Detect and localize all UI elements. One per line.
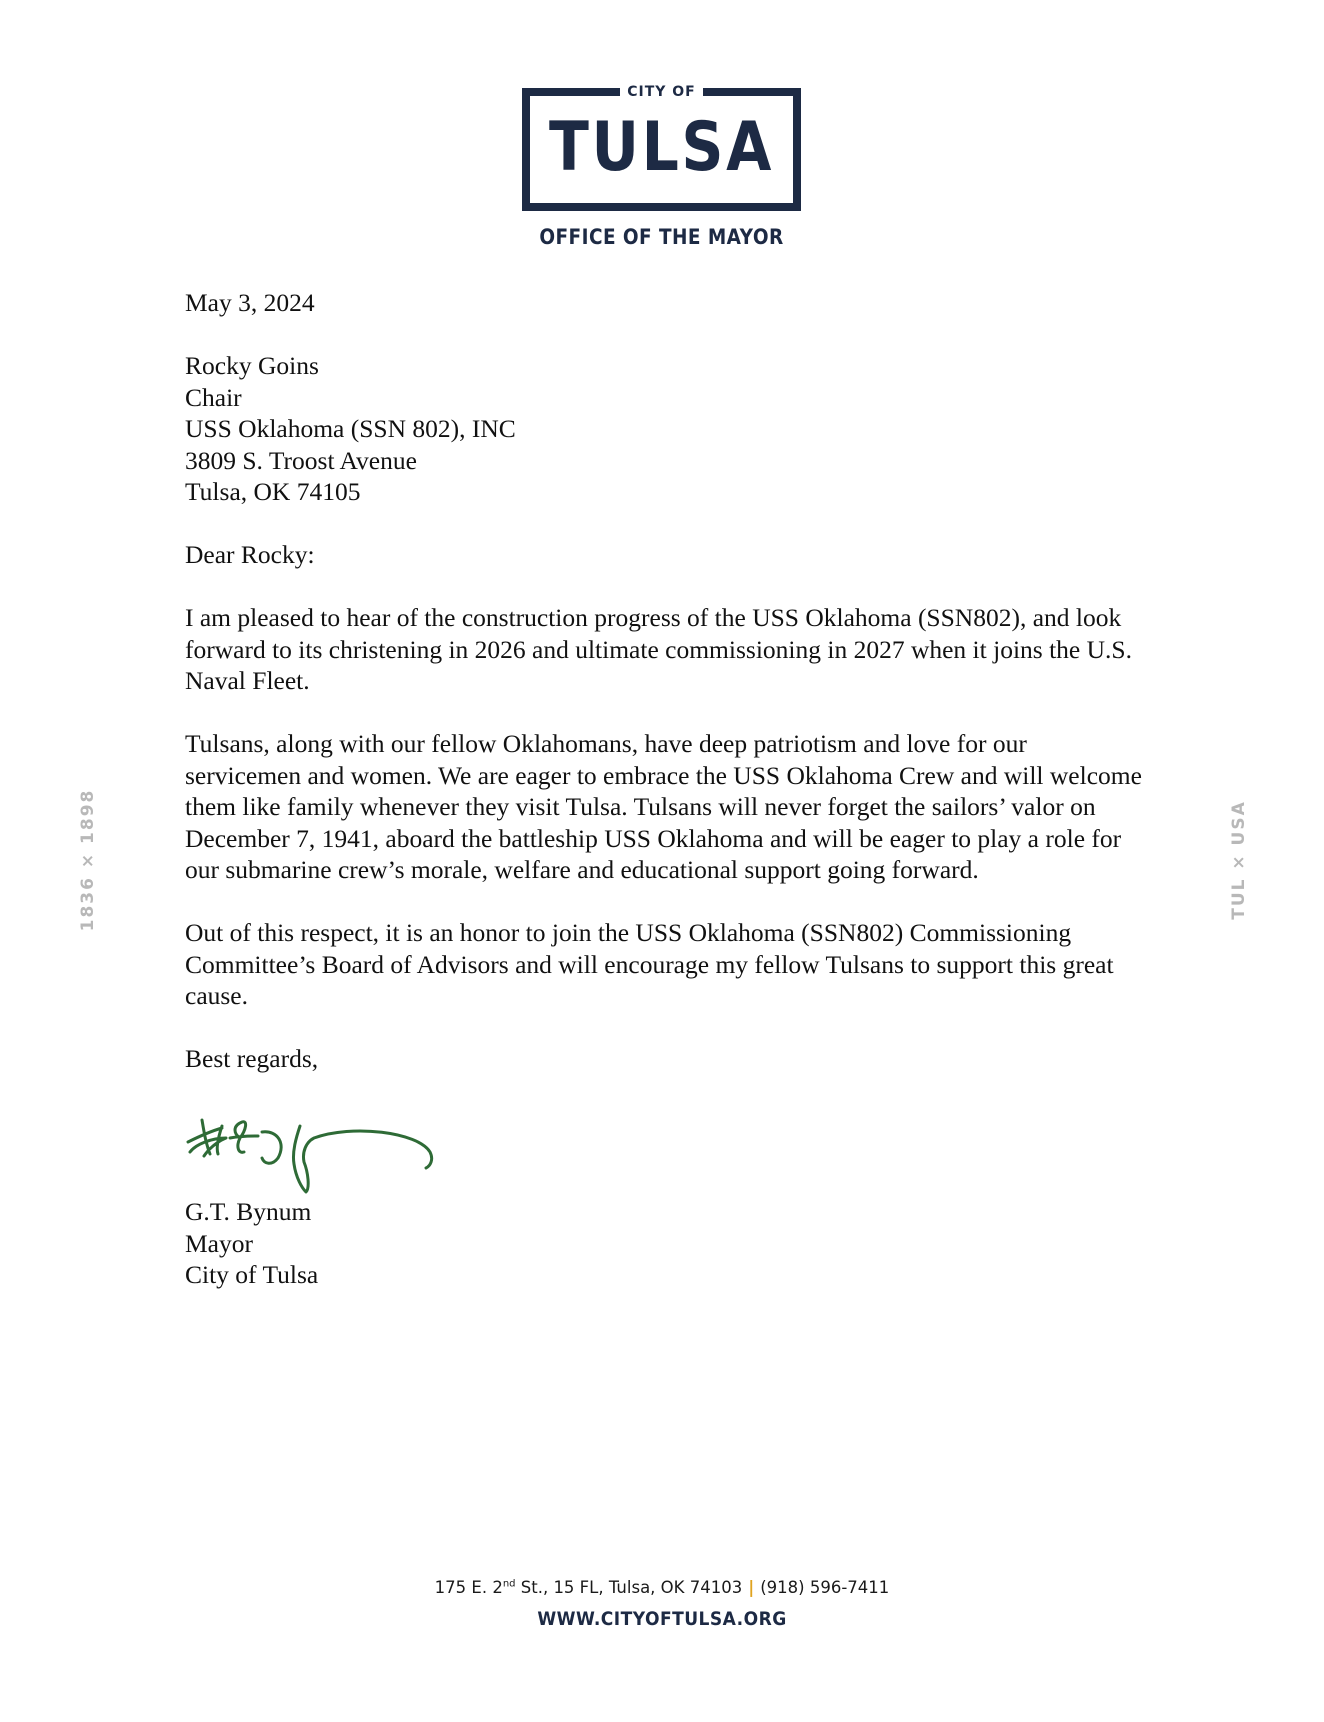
footer-separator: | xyxy=(748,1578,755,1597)
handwritten-signature xyxy=(182,1108,452,1208)
footer-address-superscript: nd xyxy=(502,1578,516,1590)
body-paragraph-2: Tulsans, along with our fellow Oklahomans, have deep patriotism and love for our servicemen and women. We are eager to embrace the USS Oklahoma Crew and will welcome them like family whenever they visit Tulsa. Tulsans will never forget the sailors’ valor on December 7, 1941, aboard the battleship USS Oklahoma and will be eager to play a role for our submarine crew’s morale, welfare and educational support going forward. xyxy=(185,729,1142,884)
salutation: Dear Rocky: xyxy=(185,540,315,569)
recipient-organization: USS Oklahoma (SSN 802), INC xyxy=(185,414,516,443)
signer-block xyxy=(185,1196,318,1291)
office-of-the-mayor: OFFICE OF THE MAYOR xyxy=(539,225,784,249)
recipient-city-state-zip: Tulsa, OK 74105 xyxy=(185,477,361,506)
signer-name: G.T. Bynum xyxy=(185,1197,312,1226)
closing: Best regards, xyxy=(185,1044,319,1073)
city-of-tulsa-logo xyxy=(522,84,801,211)
footer-address-suffix: St., 15 FL, Tulsa, OK 74103 xyxy=(515,1578,743,1597)
signer-organization: City of Tulsa xyxy=(185,1260,319,1289)
side-mark-left: 1836 × 1898 xyxy=(78,788,98,932)
recipient-title: Chair xyxy=(185,382,242,412)
footer-address xyxy=(0,1578,1324,1597)
signer-title: Mayor xyxy=(185,1228,253,1258)
recipient-address xyxy=(185,350,1145,508)
side-mark-right: TUL × USA xyxy=(1229,800,1249,920)
recipient-street: 3809 S. Troost Avenue xyxy=(185,445,417,475)
letter-body xyxy=(185,287,1145,1106)
footer-phone: (918) 596-7411 xyxy=(760,1578,890,1597)
footer-website-link[interactable]: WWW.CITYOFTULSA.ORG xyxy=(537,1608,787,1630)
recipient-name: Rocky Goins xyxy=(185,351,319,380)
body-paragraph-3: Out of this respect, it is an honor to join the USS Oklahoma (SSN802) Commissioning Committee’s Board of Advisors and will encourage my fellow Tulsans to support this great cause. xyxy=(185,918,1114,1010)
logo-city-of-text: CITY OF xyxy=(620,84,703,100)
body-paragraph-1: I am pleased to hear of the construction progress of the USS Oklahoma (SSN802), and look forward to its christening in 2026 and ultimate commissioning in 2027 when it joins the U.S. Naval Fleet. xyxy=(185,603,1132,695)
letter-date: May 3, 2024 xyxy=(185,288,315,317)
footer-address-prefix: 175 E. 2 xyxy=(434,1578,503,1597)
logo-tulsa-text: TULSA xyxy=(549,108,774,187)
